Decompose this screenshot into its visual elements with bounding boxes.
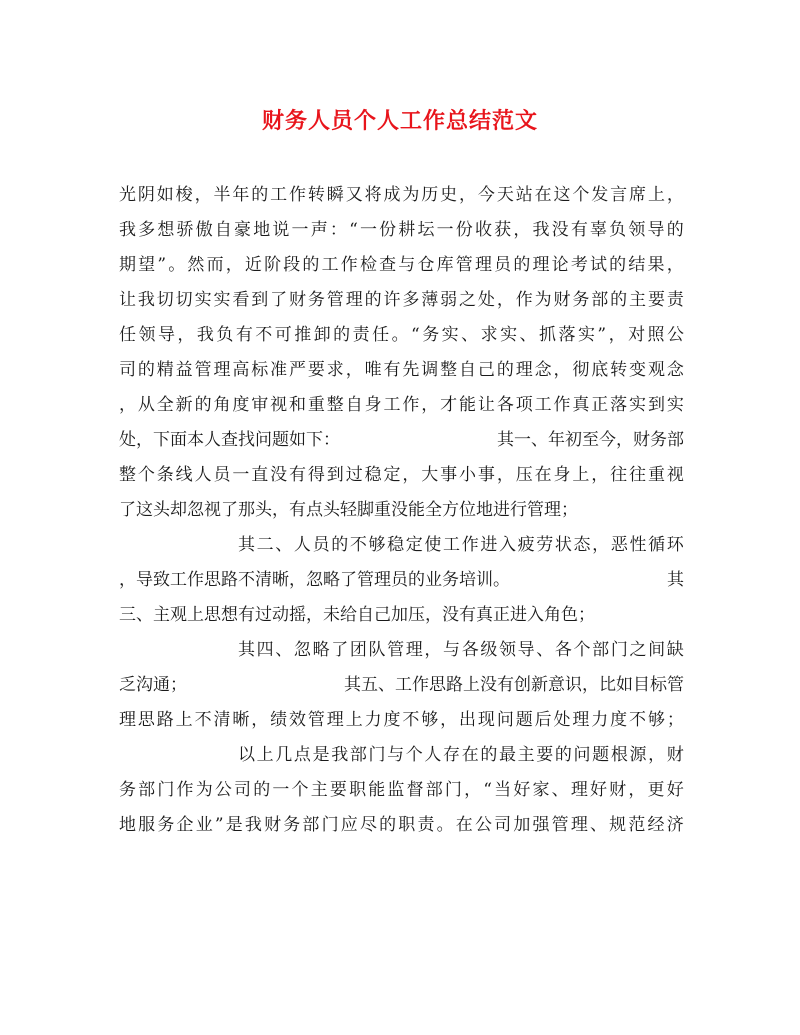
- text-line: [119, 178, 684, 213]
- text-line-content: 务 部 门 作 为 公 司 的 一 个 主 要 职 能 监 督 部 门 ， “ 当 好 家 、 理 好 财 ， 更 好: [119, 780, 684, 800]
- text-line: [119, 353, 684, 388]
- text-line-content: 其 四 、 忽 略 了 团 队 管 理 ， 与 各 级 领 导 、 各 个 部 门 之 间 缺: [238, 640, 684, 660]
- text-line-content: 理 思 路 上 不 清 晰 ， 绩 效 管 理 上 力 度 不 够 ， 出 现 问 题 后 处 理 力 度 不 够 ；: [119, 710, 684, 730]
- text-line-tail: 其一、年初至今，财务部: [497, 430, 684, 450]
- text-line: [119, 388, 684, 423]
- text-line-content: ， 从 全 新 的 角 度 审 视 和 重 整 自 身 工 作 ， 才 能 让 各 项 工 作 真 正 落 实 到 实: [119, 395, 684, 415]
- text-line: [119, 808, 684, 843]
- text-line-content: 光 阴 如 梭 ， 半 年 的 工 作 转 瞬 又 将 成 为 历 史 ， 今 天 站 在 这 个 发 言 席 上 ，: [119, 185, 684, 205]
- text-line: [119, 528, 684, 563]
- text-line: [119, 318, 684, 353]
- text-line: [119, 668, 684, 703]
- text-line-tail: 其: [667, 570, 684, 590]
- text-line: [119, 738, 684, 773]
- text-line-content: 让 我 切 切 实 实 看 到 了 财 务 管 理 的 许 多 薄 弱 之 处 ， 作 为 财 务 部 的 主 要 责: [119, 290, 684, 310]
- text-line-content: 我 多 想 骄 傲 自 豪 地 说 一 声 ： “ 一 份 耕 坛 一 份 收 获 ， 我 没 有 辜 负 领 导 的: [119, 220, 684, 240]
- text-line: [119, 248, 684, 283]
- text-line-lead: 乏沟通；: [119, 675, 187, 695]
- text-line: [119, 283, 684, 318]
- text-line-content: 其 二 、 人 员 的 不 够 稳 定 使 工 作 进 入 疲 劳 状 态 ， 恶 性 循 环: [238, 535, 684, 555]
- text-line-lead: 处，下面本人查找问题如下：: [119, 430, 340, 450]
- document-body: [119, 178, 684, 843]
- text-line-content: 整 个 条 线 人 员 一 直 没 有 得 到 过 稳 定 ， 大 事 小 事 ， 压 在 身 上 ， 往 往 重 视: [119, 465, 684, 485]
- text-line-content: 了这头却忽视了那头，有点头轻脚重没能全方位地进行管理；: [119, 500, 578, 520]
- text-line-content: 以 上 几 点 是 我 部 门 与 个 人 存 在 的 最 主 要 的 问 题 根 源 ， 财: [238, 745, 684, 765]
- text-line-content: 任 领 导 ， 我 负 有 不 可 推 卸 的 责 任 。 “ 务 实 、 求 实 、 抓 落 实 ” ， 对 照 公: [119, 325, 684, 345]
- text-line: [119, 773, 684, 808]
- text-line-lead: ，导致工作思路不清晰，忽略了管理员的业务培训。: [119, 570, 510, 590]
- text-line: [119, 703, 684, 738]
- document-title: 财务人员个人工作总结范文: [261, 108, 538, 134]
- text-line-content: 期 望 ” 。 然 而 ， 近 阶 段 的 工 作 检 查 与 仓 库 管 理 员 的 理 论 考 试 的 结 果 ，: [119, 255, 684, 275]
- text-line: [119, 598, 684, 633]
- text-line-tail: 其五、工作思路上没有创新意识，比如目标管: [344, 675, 684, 695]
- text-line: [119, 633, 684, 668]
- text-line: [119, 213, 684, 248]
- text-line: [119, 458, 684, 493]
- text-line-content: 地 服 务 企 业 ” 是 我 财 务 部 门 应 尽 的 职 责 。 在 公 司 加 强 管 理 、 规 范 经 济: [119, 815, 684, 835]
- text-line-content: 司 的 精 益 管 理 高 标 准 严 要 求 ， 唯 有 先 调 整 自 己 的 理 念 ， 彻 底 转 变 观 念: [119, 360, 684, 380]
- text-line-content: 三、主观上思想有过动摇，未给自己加压，没有真正进入角色；: [119, 605, 595, 625]
- text-line: [119, 563, 684, 598]
- text-line: [119, 493, 684, 528]
- text-line: [119, 423, 684, 458]
